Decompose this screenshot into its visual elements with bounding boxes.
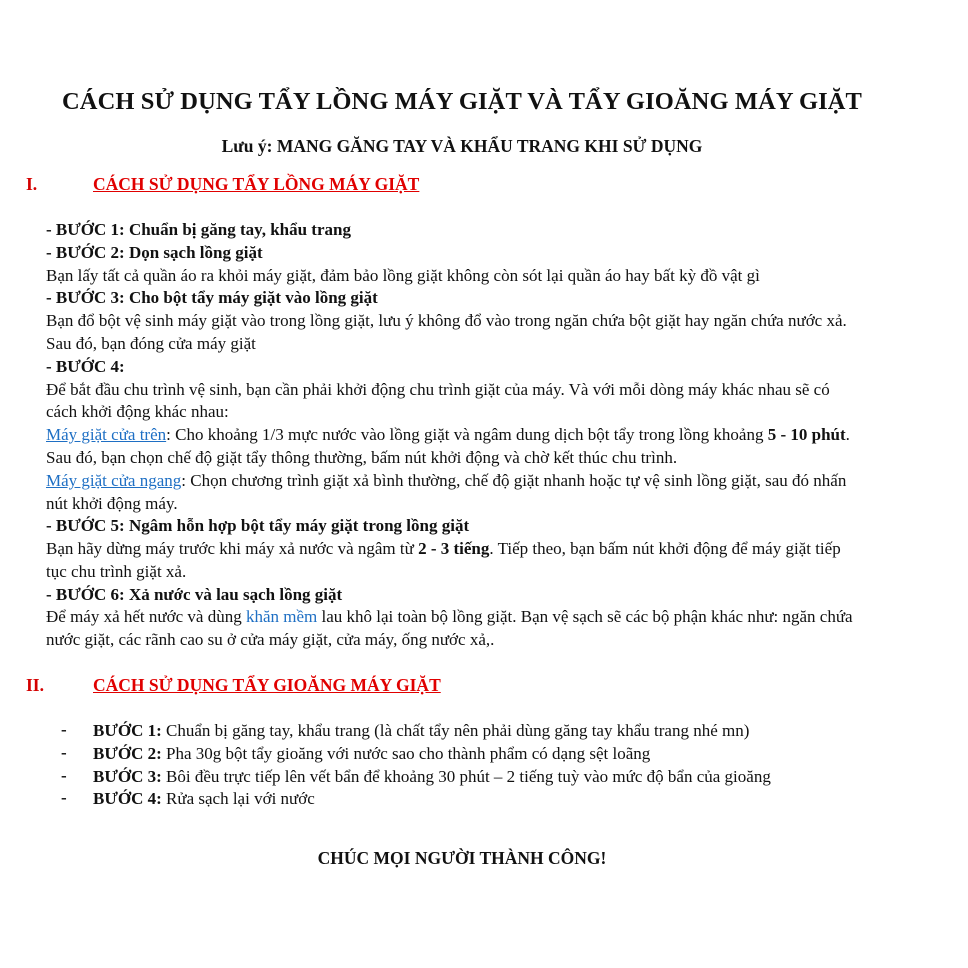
step-4-text-2: cách khởi động khác nhau: <box>46 402 229 421</box>
step-6-text: Để máy xả hết nước và dùng <box>46 607 246 626</box>
top-load-link[interactable]: Máy giặt cửa trên <box>46 425 167 444</box>
bullet-2: - <box>61 743 67 762</box>
step-5-text-end: . Tiếp theo, bạn bấm nút khởi động để máy giặt tiếp <box>489 539 841 558</box>
step-2-text: Bạn lấy tất cả quần áo ra khỏi máy giặt, đảm bảo lồng giặt không còn sót lại quần áo hay bất kỳ đồ vật gì <box>46 266 760 285</box>
bullet-4: - <box>61 788 67 807</box>
step-6-heading: - BƯỚC 6: Xả nước và lau sạch lồng giặt <box>46 585 343 604</box>
gasket-step-3 <box>93 766 771 788</box>
gasket-step-2-text: Pha 30g bột tẩy gioăng với nước sao cho thành phẩm có dạng sệt loãng <box>161 744 651 763</box>
step-6-paragraph <box>46 606 853 628</box>
step-1-heading: - BƯỚC 1: Chuẩn bị găng tay, khẩu trang <box>46 220 351 239</box>
section-1-number: I. <box>26 174 38 194</box>
safety-note: Lưu ý: MANG GĂNG TAY VÀ KHẨU TRANG KHI SỬ DỤNG <box>221 136 703 156</box>
step-6-soft-cloth: khăn mềm <box>245 607 318 626</box>
closing-message: CHÚC MỌI NGƯỜI THÀNH CÔNG! <box>317 848 607 868</box>
document-title: CÁCH SỬ DỤNG TẨY LỒNG MÁY GIẶT VÀ TẨY GIOĂNG MÁY GIẶT <box>61 88 863 115</box>
step-2-heading: - BƯỚC 2: Dọn sạch lồng giặt <box>46 243 263 262</box>
gasket-step-3-text: Bôi đều trực tiếp lên vết bẩn để khoảng 30 phút – 2 tiếng tuỳ vào mức độ bẩn của gioăng <box>161 767 771 786</box>
step-3-text-2: Sau đó, bạn đóng cửa máy giặt <box>46 334 256 353</box>
gasket-step-4-text: Rửa sạch lại với nước <box>161 789 315 808</box>
step-3-heading: - BƯỚC 3: Cho bột tẩy máy giặt vào lồng giặt <box>46 288 378 307</box>
gasket-step-1 <box>93 720 749 742</box>
gasket-step-2 <box>93 743 650 765</box>
front-load-link[interactable]: Máy giặt cửa ngang <box>46 471 182 490</box>
section-2-heading <box>26 675 441 696</box>
bullet-1: - <box>61 720 67 739</box>
step-5-text-2: tục chu trình giặt xả. <box>46 562 187 581</box>
section-1-heading <box>26 174 419 195</box>
top-load-text: : Cho khoảng 1/3 mực nước vào lồng giặt và ngâm dung dịch bột tẩy trong lồng khoảng <box>166 425 768 444</box>
step-5-duration: 2 - 3 tiếng <box>418 539 490 558</box>
gasket-step-2-label: BƯỚC 2: <box>93 744 162 763</box>
step-5-text: Bạn hãy dừng máy trước khi máy xả nước và ngâm từ <box>46 539 419 558</box>
gasket-step-3-label: BƯỚC 3: <box>93 767 162 786</box>
step-3-text-1: Bạn đổ bột vệ sinh máy giặt vào trong lồng giặt, lưu ý không đổ vào trong ngăn chứa bột giặt hay ngăn chứa nước xả. <box>46 311 847 330</box>
top-load-paragraph <box>46 424 850 446</box>
front-load-text: : Chọn chương trình giặt xả bình thường, chế độ giặt nhanh hoặc tự vệ sinh lồng giặt, sau đó nhấn <box>181 471 847 490</box>
top-load-duration: 5 - 10 phút <box>767 425 846 444</box>
step-4-text-1: Để bắt đầu chu trình vệ sinh, bạn cần phải khởi động chu trình giặt của máy. Và với mỗi dòng máy khác nhau sẽ có <box>46 380 830 399</box>
front-load-paragraph <box>46 470 846 492</box>
step-5-heading: - BƯỚC 5: Ngâm hỗn hợp bột tẩy máy giặt trong lồng giặt <box>46 516 470 535</box>
step-6-text-end: lau khô lại toàn bộ lồng giặt. Bạn vệ sạch sẽ các bộ phận khác như: ngăn chứa <box>317 607 853 626</box>
gasket-step-4 <box>93 788 315 810</box>
step-4-heading: - BƯỚC 4: <box>46 357 125 376</box>
step-5-paragraph <box>46 538 841 560</box>
top-load-text-2: Sau đó, bạn chọn chế độ giặt tẩy thông thường, bấm nút khởi động và chờ kết thúc chu trình. <box>46 448 678 467</box>
gasket-step-1-text: Chuẩn bị găng tay, khẩu trang (là chất tẩy nên phải dùng găng tay khẩu trang nhé mn) <box>161 721 750 740</box>
top-load-text-end: . <box>845 425 850 444</box>
gasket-step-4-label: BƯỚC 4: <box>93 789 162 808</box>
section-1-title: CÁCH SỬ DỤNG TẨY LỒNG MÁY GIẶT <box>93 174 420 194</box>
gasket-step-1-label: BƯỚC 1: <box>93 721 162 740</box>
section-2-number: II. <box>26 675 44 695</box>
front-load-text-2: nút khởi động máy. <box>46 494 178 513</box>
bullet-3: - <box>61 766 67 785</box>
step-6-text-2: nước giặt, các rãnh cao su ở cửa máy giặt, cửa máy, ống nước xả,. <box>46 630 495 649</box>
section-2-title: CÁCH SỬ DỤNG TẨY GIOĂNG MÁY GIẶT <box>93 675 441 695</box>
